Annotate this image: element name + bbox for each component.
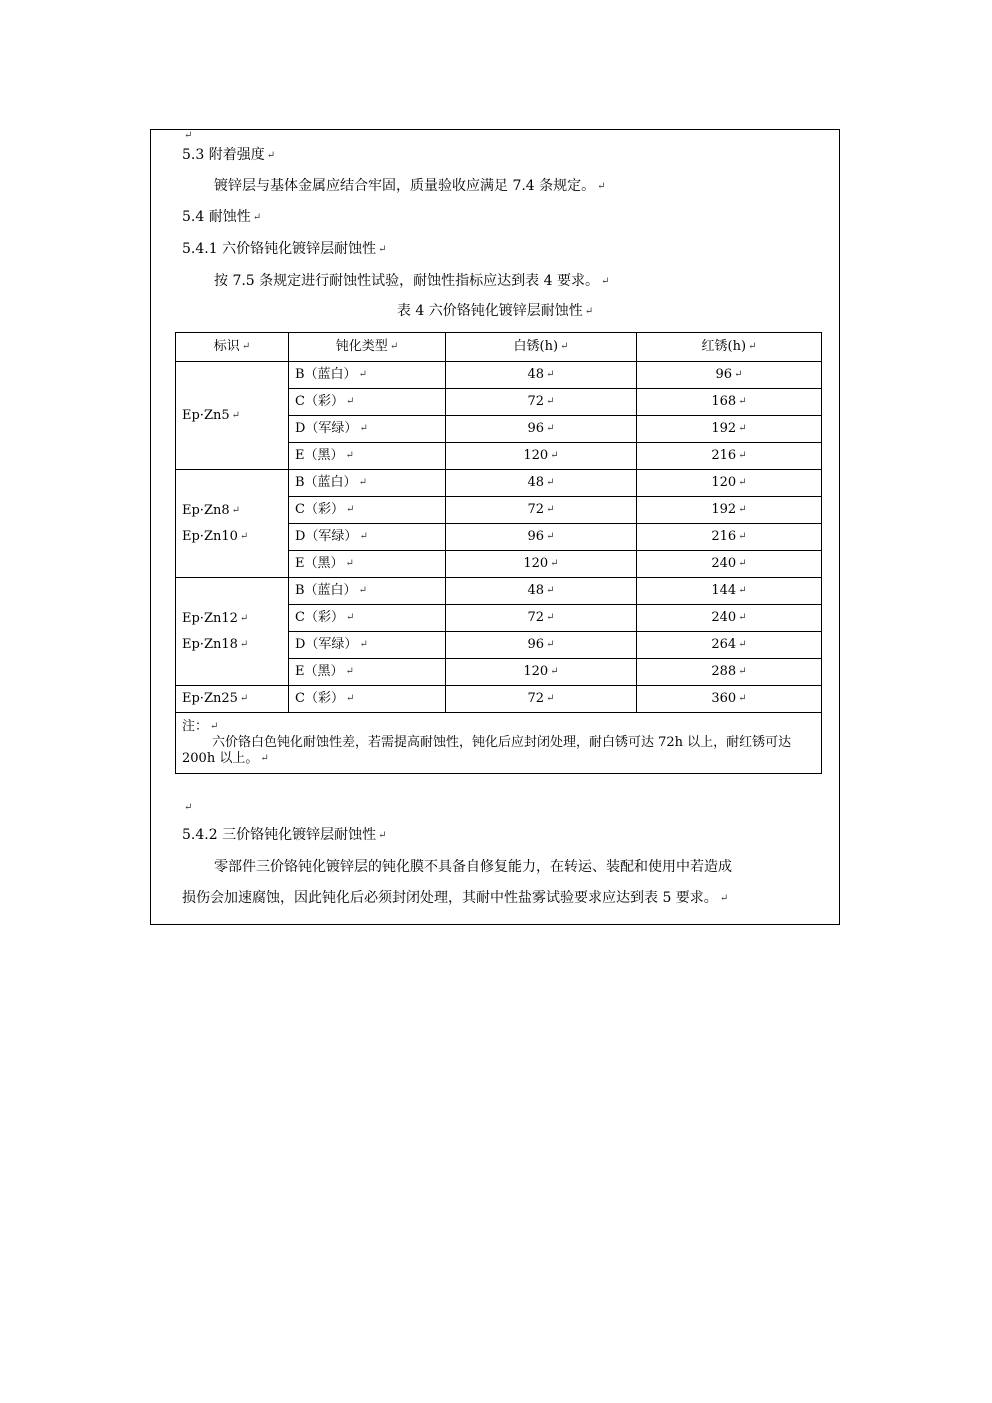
section-5-3-title: 5.3 附着强度 ↵ [182,147,276,163]
note-cell [176,713,822,774]
paragraph-mark: ↵ [239,612,249,624]
paragraph-mark: ↵ [359,639,368,650]
cell-text: B（蓝白） [295,583,357,598]
paragraph-mark: ↵ [546,585,555,596]
mark-line [182,606,282,632]
cell-text: 72 [527,610,545,625]
cell-text: 120 [523,664,549,679]
paragraph-mark: ↵ [184,130,193,141]
passivation-type-cell [289,605,446,632]
cell-text: E（黑） [295,448,344,463]
paragraph-mark: ↵ [184,802,193,813]
paragraph-mark: ↵ [210,721,219,732]
column-header [289,333,446,362]
red-rust-cell [637,605,822,632]
passivation-type-cell [289,551,446,578]
table-row [176,470,822,497]
cell-text: C（彩） [295,502,344,517]
passivation-type-cell [289,389,446,416]
cell-text: Ep·Zn8 [182,502,230,518]
paragraph-mark: ↵ [546,477,555,488]
passivation-type-cell [289,362,446,389]
paragraph-mark: ↵ [546,504,555,515]
mark-line [182,498,282,524]
paragraph-mark: ↵ [358,585,367,596]
table-row [176,578,822,605]
cell-text: 120 [523,556,549,571]
paragraph-mark: ↵ [546,369,555,380]
paragraph-mark: ↵ [231,504,241,516]
paragraph-mark: ↵ [738,666,747,677]
white-rust-cell [446,605,637,632]
red-rust-cell [637,362,822,389]
cell-text: 72 [527,691,545,706]
column-header [176,333,289,362]
table-row [176,362,822,389]
cell-text: 72 [527,502,545,517]
paragraph-mark: ↵ [345,504,355,515]
mark-cell [176,578,289,686]
white-rust-cell [446,524,637,551]
cell-text: E（黑） [295,664,344,679]
note-text [182,735,815,767]
paragraph-mark: ↵ [345,693,355,704]
cell-text: Ep·Zn18 [182,636,238,652]
cell-text: D（军绿） [295,529,358,544]
section-5-4-2-title: 5.4.2 三价铬钝化镀锌层耐蚀性 ↵ [182,827,387,843]
cell-text: 96 [527,421,545,436]
red-rust-cell [637,497,822,524]
cell-text: B（蓝白） [295,475,357,490]
paragraph-mark: ↵ [738,477,747,488]
cell-text: 144 [711,583,737,598]
cell-text: 168 [711,394,737,409]
cell-text: 96 [527,529,545,544]
mark-cell [176,470,289,578]
paragraph-mark: ↵ [345,666,354,677]
red-rust-cell [637,551,822,578]
paragraph-mark: ↵ [359,423,368,434]
section-5-4-2-line2: 损伤会加速腐蚀，因此钝化后必须封闭处理，其耐中性盐雾试验要求应达到表 5 要求。 ↵ [182,890,729,906]
paragraph-mark: ↵ [389,341,399,352]
table-caption: 表 4 六价铬钝化镀锌层耐蚀性 ↵ [396,303,594,319]
paragraph-mark: ↵ [345,612,355,623]
paragraph-mark: ↵ [738,396,747,407]
paragraph-mark: ↵ [241,341,251,352]
paragraph-mark: ↵ [358,369,367,380]
mark-line [182,632,282,658]
cell-text: 216 [711,529,737,544]
cell-text: Ep·Zn25 [182,691,238,706]
white-rust-cell [446,362,637,389]
paragraph-mark: ↵ [560,341,569,352]
paragraph-mark: ↵ [738,585,747,596]
cell-text: 红锈(h) [701,339,747,354]
paragraph-mark: ↵ [550,558,559,569]
cell-text: Ep·Zn10 [182,528,238,544]
cell-text: Ep·Zn5 [182,407,230,423]
paragraph-mark: ↵ [738,423,747,434]
paragraph-mark: ↵ [260,753,269,764]
cell-text: 48 [527,583,545,598]
section-5-4-1-title: 5.4.1 六价铬钝化镀锌层耐蚀性 ↵ [182,241,387,257]
cell-text: 72 [527,394,545,409]
white-rust-cell [446,551,637,578]
cell-text: D（军绿） [295,637,358,652]
paragraph-mark: ↵ [546,693,555,704]
passivation-type-cell [289,686,446,713]
cell-text: 白锈(h) [513,339,559,354]
passivation-type-cell [289,497,446,524]
cell-text: 240 [711,556,737,571]
red-rust-cell [637,524,822,551]
passivation-type-cell [289,578,446,605]
paragraph-mark: ↵ [546,639,555,650]
cell-text: 192 [711,502,737,517]
paragraph-mark: ↵ [738,504,747,515]
column-header [446,333,637,362]
passivation-type-cell [289,632,446,659]
paragraph-mark: ↵ [550,666,559,677]
paragraph-mark: ↵ [345,558,354,569]
paragraph-mark: ↵ [546,531,555,542]
cell-text: 240 [711,610,737,625]
red-rust-cell [637,578,822,605]
mark-cell [176,686,289,713]
cell-text: 192 [711,421,737,436]
table-header-row [176,333,822,362]
paragraph-mark: ↵ [239,693,249,704]
paragraph-mark: ↵ [345,450,354,461]
cell-text: 264 [711,637,737,652]
white-rust-cell [446,470,637,497]
red-rust-cell [637,659,822,686]
paragraph-mark: ↵ [231,409,241,421]
red-rust-cell [637,389,822,416]
paragraph-mark: ↵ [738,639,747,650]
paragraph-mark: ↵ [738,612,747,623]
paragraph-mark: ↵ [734,369,743,380]
passivation-type-cell [289,470,446,497]
white-rust-cell [446,443,637,470]
cell-text: 96 [715,367,733,382]
red-rust-cell [637,470,822,497]
paragraph-mark: ↵ [738,450,747,461]
paragraph-mark: ↵ [738,531,747,542]
paragraph-mark: ↵ [550,450,559,461]
mark-line [182,524,282,550]
red-rust-cell [637,632,822,659]
section-5-4-title: 5.4 耐蚀性 ↵ [182,209,262,225]
paragraph-mark: ↵ [738,693,747,704]
white-rust-cell [446,497,637,524]
corrosion-table [175,332,822,774]
cell-text: 120 [711,475,737,490]
cell-text: 216 [711,448,737,463]
paragraph-mark: ↵ [748,341,757,352]
cell-text: 288 [711,664,737,679]
column-header [637,333,822,362]
white-rust-cell [446,686,637,713]
white-rust-cell [446,578,637,605]
mark-line [182,403,282,429]
passivation-type-cell [289,524,446,551]
paragraph-mark: ↵ [239,638,249,650]
cell-text: 钝化类型 [335,339,388,354]
passivation-type-cell [289,659,446,686]
cell-text: C（彩） [295,394,344,409]
section-5-3-body: 镀锌层与基体金属应结合牢固，质量验收应满足 7.4 条规定。 ↵ [214,178,606,194]
cell-text: C（彩） [295,691,344,706]
white-rust-cell [446,659,637,686]
cell-text: E（黑） [295,556,344,571]
white-rust-cell [446,416,637,443]
cell-text: 360 [711,691,737,706]
paragraph-mark: ↵ [546,423,555,434]
cell-text: D（军绿） [295,421,358,436]
red-rust-cell [637,416,822,443]
paragraph-mark: ↵ [546,612,555,623]
table-row [176,686,822,713]
cell-text: 96 [527,637,545,652]
cell-text: B（蓝白） [295,367,357,382]
section-5-4-1-body: 按 7.5 条规定进行耐蚀性试验，耐蚀性指标应达到表 4 要求。 ↵ [214,273,610,289]
white-rust-cell [446,632,637,659]
passivation-type-cell [289,443,446,470]
note-label [182,719,815,735]
cell-text: 六价铬白色钝化耐蚀性差，若需提高耐蚀性，钝化后应封闭处理，耐白锈可达 72h 以上，耐红锈可达 200h 以上。 [182,735,792,766]
table-note-row [176,713,822,774]
mark-line [182,686,282,712]
mark-cell [176,362,289,470]
cell-text: 注： [182,719,209,734]
paragraph-mark: ↵ [546,396,555,407]
passivation-type-cell [289,416,446,443]
cell-text: 48 [527,367,545,382]
paragraph-mark: ↵ [358,477,367,488]
section-5-4-2-line1: 零部件三价铬钝化镀锌层的钝化膜不具备自修复能力，在转运、装配和使用中若造成 [214,859,732,875]
cell-text: 标识 [213,339,240,354]
cell-text: Ep·Zn12 [182,610,238,626]
red-rust-cell [637,686,822,713]
white-rust-cell [446,389,637,416]
paragraph-mark: ↵ [239,530,249,542]
paragraph-mark: ↵ [738,558,747,569]
paragraph-mark: ↵ [359,531,368,542]
cell-text: 120 [523,448,549,463]
red-rust-cell [637,443,822,470]
cell-text: 48 [527,475,545,490]
cell-text: C（彩） [295,610,344,625]
paragraph-mark: ↵ [345,396,355,407]
